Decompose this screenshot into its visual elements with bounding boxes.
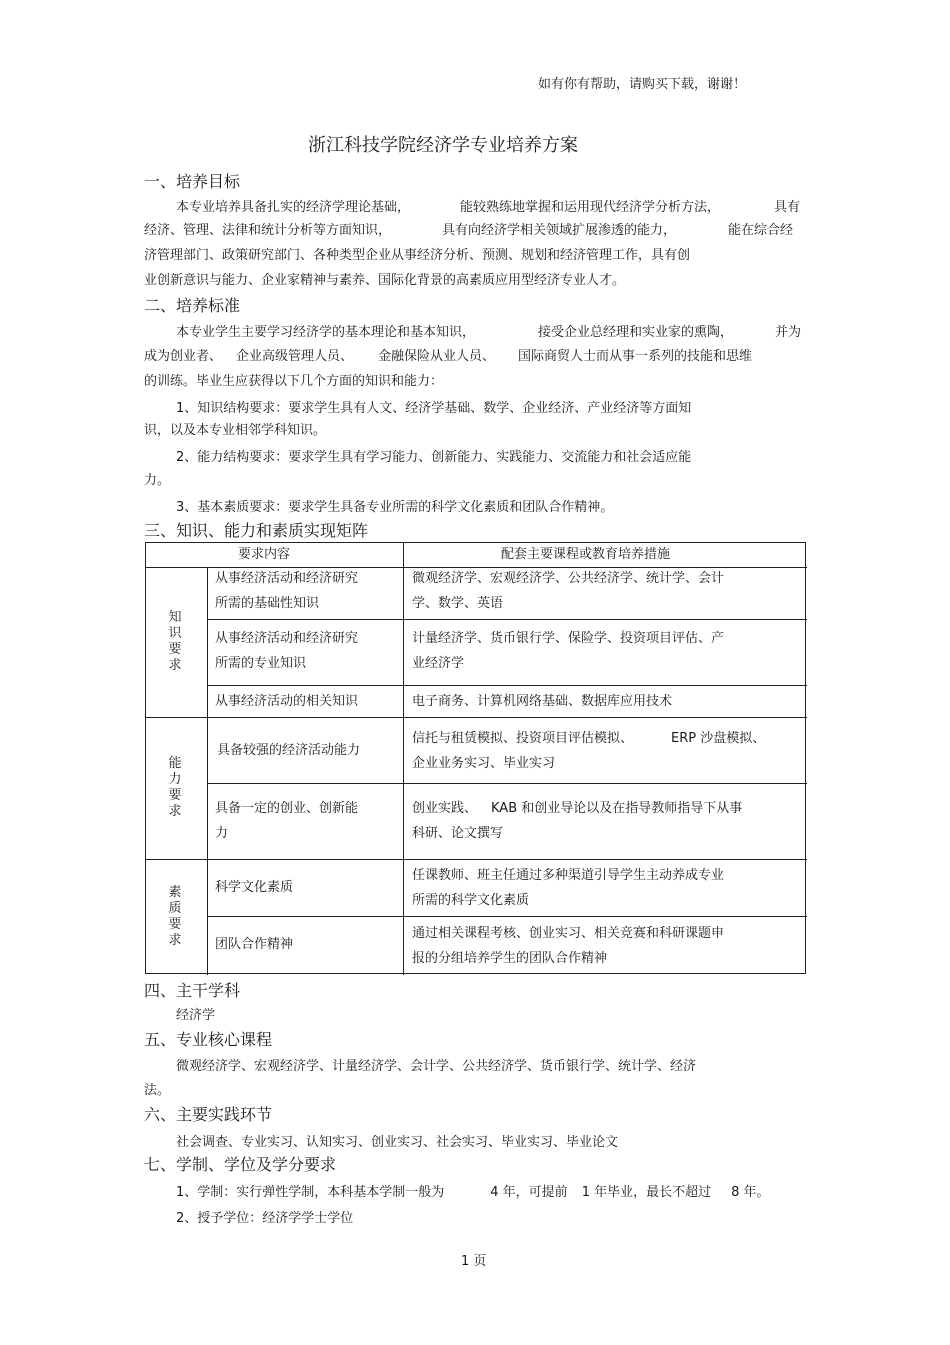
table-rule — [207, 916, 807, 917]
list-item: 1、学制：实行弹性学制，本科基本学制一般为 4 年，可提前 1 年毕业，最长不超过 8 年。 — [176, 1185, 770, 1200]
paragraph-line: 接受企业总经理和实业家的熏陶， — [538, 325, 734, 340]
paragraph-line: 具有向经济学相关领域扩展渗透的能力， — [442, 223, 677, 238]
section-7-heading: 七、学制、学位及学分要求 — [144, 1155, 337, 1174]
paragraph-line: 国际商贸人士而从事一系列的技能和思维 — [518, 349, 753, 364]
list-item: 2、能力结构要求：要求学生具有学习能力、创新能力、实践能力、交流能力和社会适应能 — [176, 450, 692, 465]
paragraph-line: 经济、管理、法律和统计分析等方面知识， — [144, 223, 392, 238]
paragraph-line: 微观经济学、宏观经济学、计量经济学、会计学、公共经济学、货币银行学、统计学、经济 — [176, 1059, 697, 1074]
paragraph-line: 本专业培养具备扎实的经济学理论基础， — [176, 200, 411, 215]
section-2-heading: 二、培养标准 — [144, 296, 241, 315]
section-6-heading: 六、主要实践环节 — [144, 1105, 273, 1124]
section-4-heading: 四、主干学科 — [144, 981, 241, 1000]
paragraph-line: 经济学 — [176, 1008, 216, 1023]
group-label-quality: 素 质 要 求 — [168, 885, 182, 948]
group-label-knowledge: 知 识 要 求 — [168, 610, 182, 673]
table-cell-measure: 微观经济学、宏观经济学、公共经济学、统计学、会计 学、数学、英语 — [412, 571, 725, 611]
table-cell-requirement: 具备较强的经济活动能力 — [217, 743, 361, 758]
table-cell-requirement: 科学文化素质 — [215, 880, 294, 895]
paragraph-line: 业创新意识与能力、企业家精神与素养、国际化背景的高素质应用型经济专业人才。 — [144, 273, 626, 288]
section-1-heading: 一、培养目标 — [144, 172, 241, 191]
table-header-requirement: 要求内容 — [238, 547, 291, 562]
table-header-measures: 配套主要课程或教育培养措施 — [501, 547, 671, 562]
page-number: 1 页 — [461, 1254, 487, 1269]
document-title: 浙江科技学院经济学专业培养方案 — [308, 135, 578, 156]
list-item: 1、知识结构要求：要求学生具有人文、经济学基础、数学、企业经济、产业经济等方面知 — [176, 401, 692, 416]
paragraph-line: 能较熟练地掌握和运用现代经济学分析方法， — [460, 200, 721, 215]
table-rule — [403, 543, 404, 975]
paragraph-line: 企业高级管理人员、 — [236, 349, 354, 364]
table-rule — [207, 685, 807, 686]
section-3-heading: 三、知识、能力和素质实现矩阵 — [144, 521, 369, 540]
table-cell-measure: 计量经济学、货币银行学、保险学、投资项目评估、产 业经济学 — [412, 631, 725, 671]
paragraph-line: 金融保险从业人员、 — [378, 349, 496, 364]
paragraph-line: 的训练。毕业生应获得以下几个方面的知识和能力： — [144, 374, 444, 389]
table-cell-requirement: 团队合作精神 — [215, 937, 294, 952]
table-cell-measure: 通过相关课程考核、创业实习、相关竞赛和科研课题申 报的分组培养学生的团队合作精神 — [412, 926, 725, 966]
table-cell-requirement: 从事经济活动和经济研究 所需的专业知识 — [215, 631, 359, 671]
table-cell-measure: 创业实践、 KAB 和创业导论以及在指导教师指导下从事 科研、论文撰写 — [412, 801, 743, 841]
section-5-heading: 五、专业核心课程 — [144, 1030, 273, 1049]
table-cell-requirement: 具备一定的创业、创新能 力 — [215, 801, 359, 841]
table-rule — [207, 783, 807, 784]
table-rule — [146, 859, 807, 860]
table-cell-measure: 任课教师、班主任通过多种渠道引导学生主动养成专业 所需的科学文化素质 — [412, 868, 725, 908]
table-cell-measure: 信托与租赁模拟、投资项目评估模拟、 ERP 沙盘模拟、 企业业务实习、毕业实习 — [412, 731, 766, 771]
list-item: 3、基本素质要求：要求学生具备专业所需的科学文化素质和团队合作精神。 — [176, 500, 614, 515]
paragraph-line: 具有 — [774, 200, 801, 215]
paragraph-line: 本专业学生主要学习经济学的基本理论和基本知识， — [176, 325, 476, 340]
table-cell-requirement: 从事经济活动和经济研究 所需的基础性知识 — [215, 571, 359, 611]
paragraph-line: 能在综合经 — [728, 223, 794, 238]
paragraph-line: 法。 — [144, 1083, 171, 1098]
list-item: 力。 — [144, 473, 171, 488]
list-item: 识，以及本专业相邻学科知识。 — [144, 423, 327, 438]
group-label-ability: 能 力 要 求 — [168, 756, 182, 819]
table-rule — [146, 717, 807, 718]
paragraph-line: 成为创业者、 — [144, 349, 223, 364]
table-cell-requirement: 从事经济活动的相关知识 — [215, 694, 359, 709]
list-item: 2、授予学位：经济学学士学位 — [176, 1211, 354, 1226]
paragraph-line: 社会调查、专业实习、认知实习、创业实习、社会实习、毕业实习、毕业论文 — [176, 1135, 619, 1150]
header-note: 如有你有帮助，请购买下载，谢谢！ — [538, 77, 747, 92]
table-rule — [207, 619, 807, 620]
table-cell-measure: 电子商务、计算机网络基础、数据库应用技术 — [412, 694, 673, 709]
paragraph-line: 并为 — [775, 325, 802, 340]
table-rule — [207, 567, 208, 975]
competency-matrix-table — [145, 542, 806, 974]
paragraph-line: 济管理部门、政策研究部门、各种类型企业从事经济分析、预测、规划和经济管理工作，具有创 — [144, 248, 691, 263]
